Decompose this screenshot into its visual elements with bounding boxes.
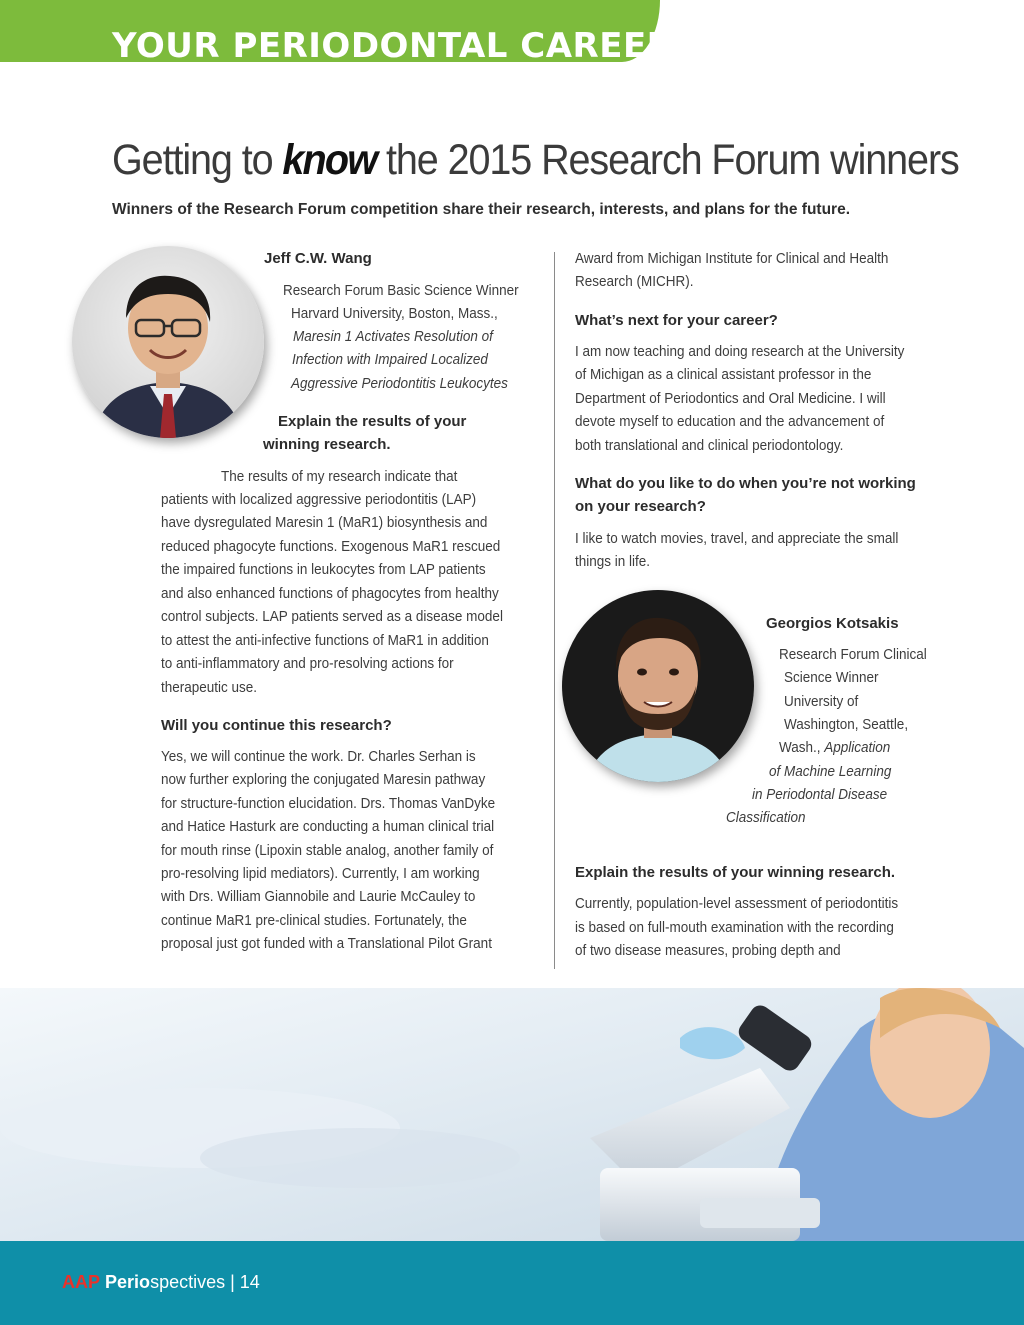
kotsakis-bio-last: Wash., [779,739,825,756]
kotsakis-bio-line: Research Forum Clinical [779,646,927,663]
kotsakis-answer-1-line: of two disease measures, probing depth and [575,942,841,959]
headline-post: the 2015 Research Forum winners [376,136,959,184]
wang-question-1: Explain the results of your [278,413,467,430]
kotsakis-title-line: of Machine Learning [769,763,892,780]
footer-brand [62,1272,260,1293]
laboratory-microscope-image [0,988,1024,1241]
wang-answer-4-line: I like to watch movies, travel, and appreciate the small [575,530,899,547]
kotsakis-portrait-photo [562,590,754,782]
wang-question-1-cont: winning research. [263,436,391,453]
wang-answer-2-line: proposal just got funded with a Translational Pilot Grant [161,935,492,952]
wang-answer-3-line: Department of Periodontics and Oral Medicine. I will [575,390,886,407]
wang-answer-1-line: therapeutic use. [161,679,258,696]
wang-title-line: Aggressive Periodontitis Leukocytes [291,375,508,392]
wang-portrait-icon [72,246,264,438]
wang-answer-2-cont-line: Research (MICHR). [575,273,694,290]
wang-question-4-cont: on your research? [575,498,706,515]
kotsakis-bio-title-line [779,736,890,759]
page-number: | 14 [225,1272,260,1292]
wang-answer-3-line: both translational and clinical periodontology. [575,437,844,454]
wang-title-line: Maresin 1 Activates Resolution of [293,328,493,345]
microscope-scientist-icon [0,988,1024,1241]
wang-answer-2-line: for structure-function elucidation. Drs. Thomas VanDyke [161,795,496,812]
kotsakis-bio-line: Washington, Seattle, [784,716,909,733]
wang-question-4: What do you like to do when you’re not working [575,475,916,492]
wang-title-line: Infection with Impaired Localized [292,351,488,368]
kotsakis-bio-line: University of [784,693,859,710]
page-title [112,134,959,186]
wang-answer-1-line: reduced phagocyte functions. Exogenous MaR1 rescued [161,538,501,555]
wang-answer-1-line: patients with localized aggressive periodontitis (LAP) [161,491,477,508]
kotsakis-answer-1-line: Currently, population-level assessment of periodontitis [575,895,899,912]
brand-perio: Perio [105,1272,151,1292]
column-divider [554,252,555,969]
kotsakis-answer-1-line: is based on full-mouth examination with the recording [575,919,894,936]
wang-question-2: Will you continue this research? [161,717,392,734]
wang-answer-1-line: have dysregulated Maresin 1 (MaR1) biosynthesis and [161,514,488,531]
kotsakis-portrait-icon [562,590,754,782]
wang-answer-2-cont-line: Award from Michigan Institute for Clinical and Health [575,250,889,267]
wang-answer-2-line: now further exploring the conjugated Maresin pathway [161,771,486,788]
wang-answer-2-line: and Hatice Hasturk are conducting a human clinical trial [161,818,495,835]
deck: Winners of the Research Forum competition share their research, interests, and plans for the future. [112,201,850,218]
headline-emphasis: know [282,136,377,184]
wang-answer-4-line: things in life. [575,553,651,570]
wang-name: Jeff C.W. Wang [264,250,372,267]
section-tab [0,0,674,66]
wang-answer-1-line: and also enhanced functions of phagocytes from healthy [161,585,499,602]
brand-aap: AAP [62,1272,101,1292]
kotsakis-name: Georgios Kotsakis [766,615,899,632]
kotsakis-bio-line: Science Winner [784,669,879,686]
wang-answer-3-line: I am now teaching and doing research at the University [575,343,905,360]
wang-answer-3-line: devote myself to education and the advancement of [575,413,885,430]
wang-bio-line: Research Forum Basic Science Winner [283,282,519,299]
wang-answer-2-line: pro-resolving lipid mediators). Currently, I am working [161,865,480,882]
wang-answer-1-line: The results of my research indicate that [221,468,458,485]
kotsakis-title-line: Classification [726,809,806,826]
wang-portrait-photo [72,246,264,438]
wang-answer-1-line: the impaired functions in leukocytes from LAP patients [161,561,486,578]
kotsakis-title-first: Application [824,739,891,756]
kotsakis-title-line: in Periodontal Disease [752,786,888,803]
wang-answer-1-line: to attest the anti-infective functions of MaR1 in addition [161,632,489,649]
wang-answer-2-line: continue MaR1 pre-clinical studies. Fortunately, the [161,912,467,929]
kotsakis-question-1: Explain the results of your winning research. [575,864,896,881]
wang-bio-line: Harvard University, Boston, Mass., [291,305,498,322]
wang-answer-1-line: control subjects. LAP patients served as a disease model [161,608,503,625]
wang-question-3: What’s next for your career? [575,312,778,329]
wang-answer-1-line: to anti-inflammatory and pro-resolving actions for [161,655,454,672]
wang-answer-2-line: Yes, we will continue the work. Dr. Charles Serhan is [161,748,476,765]
headline-pre: Getting to [112,136,283,184]
brand-rest: spectives [150,1272,226,1292]
wang-answer-2-line: for mouth rinse (Lipoxin stable analog, another family of [161,842,494,859]
section-label: YOUR PERIODONTAL CAREER [112,26,674,66]
wang-answer-3-line: of Michigan as a clinical assistant professor in the [575,366,872,383]
wang-answer-2-line: with Drs. William Giannobile and Laurie McCauley to [161,888,476,905]
